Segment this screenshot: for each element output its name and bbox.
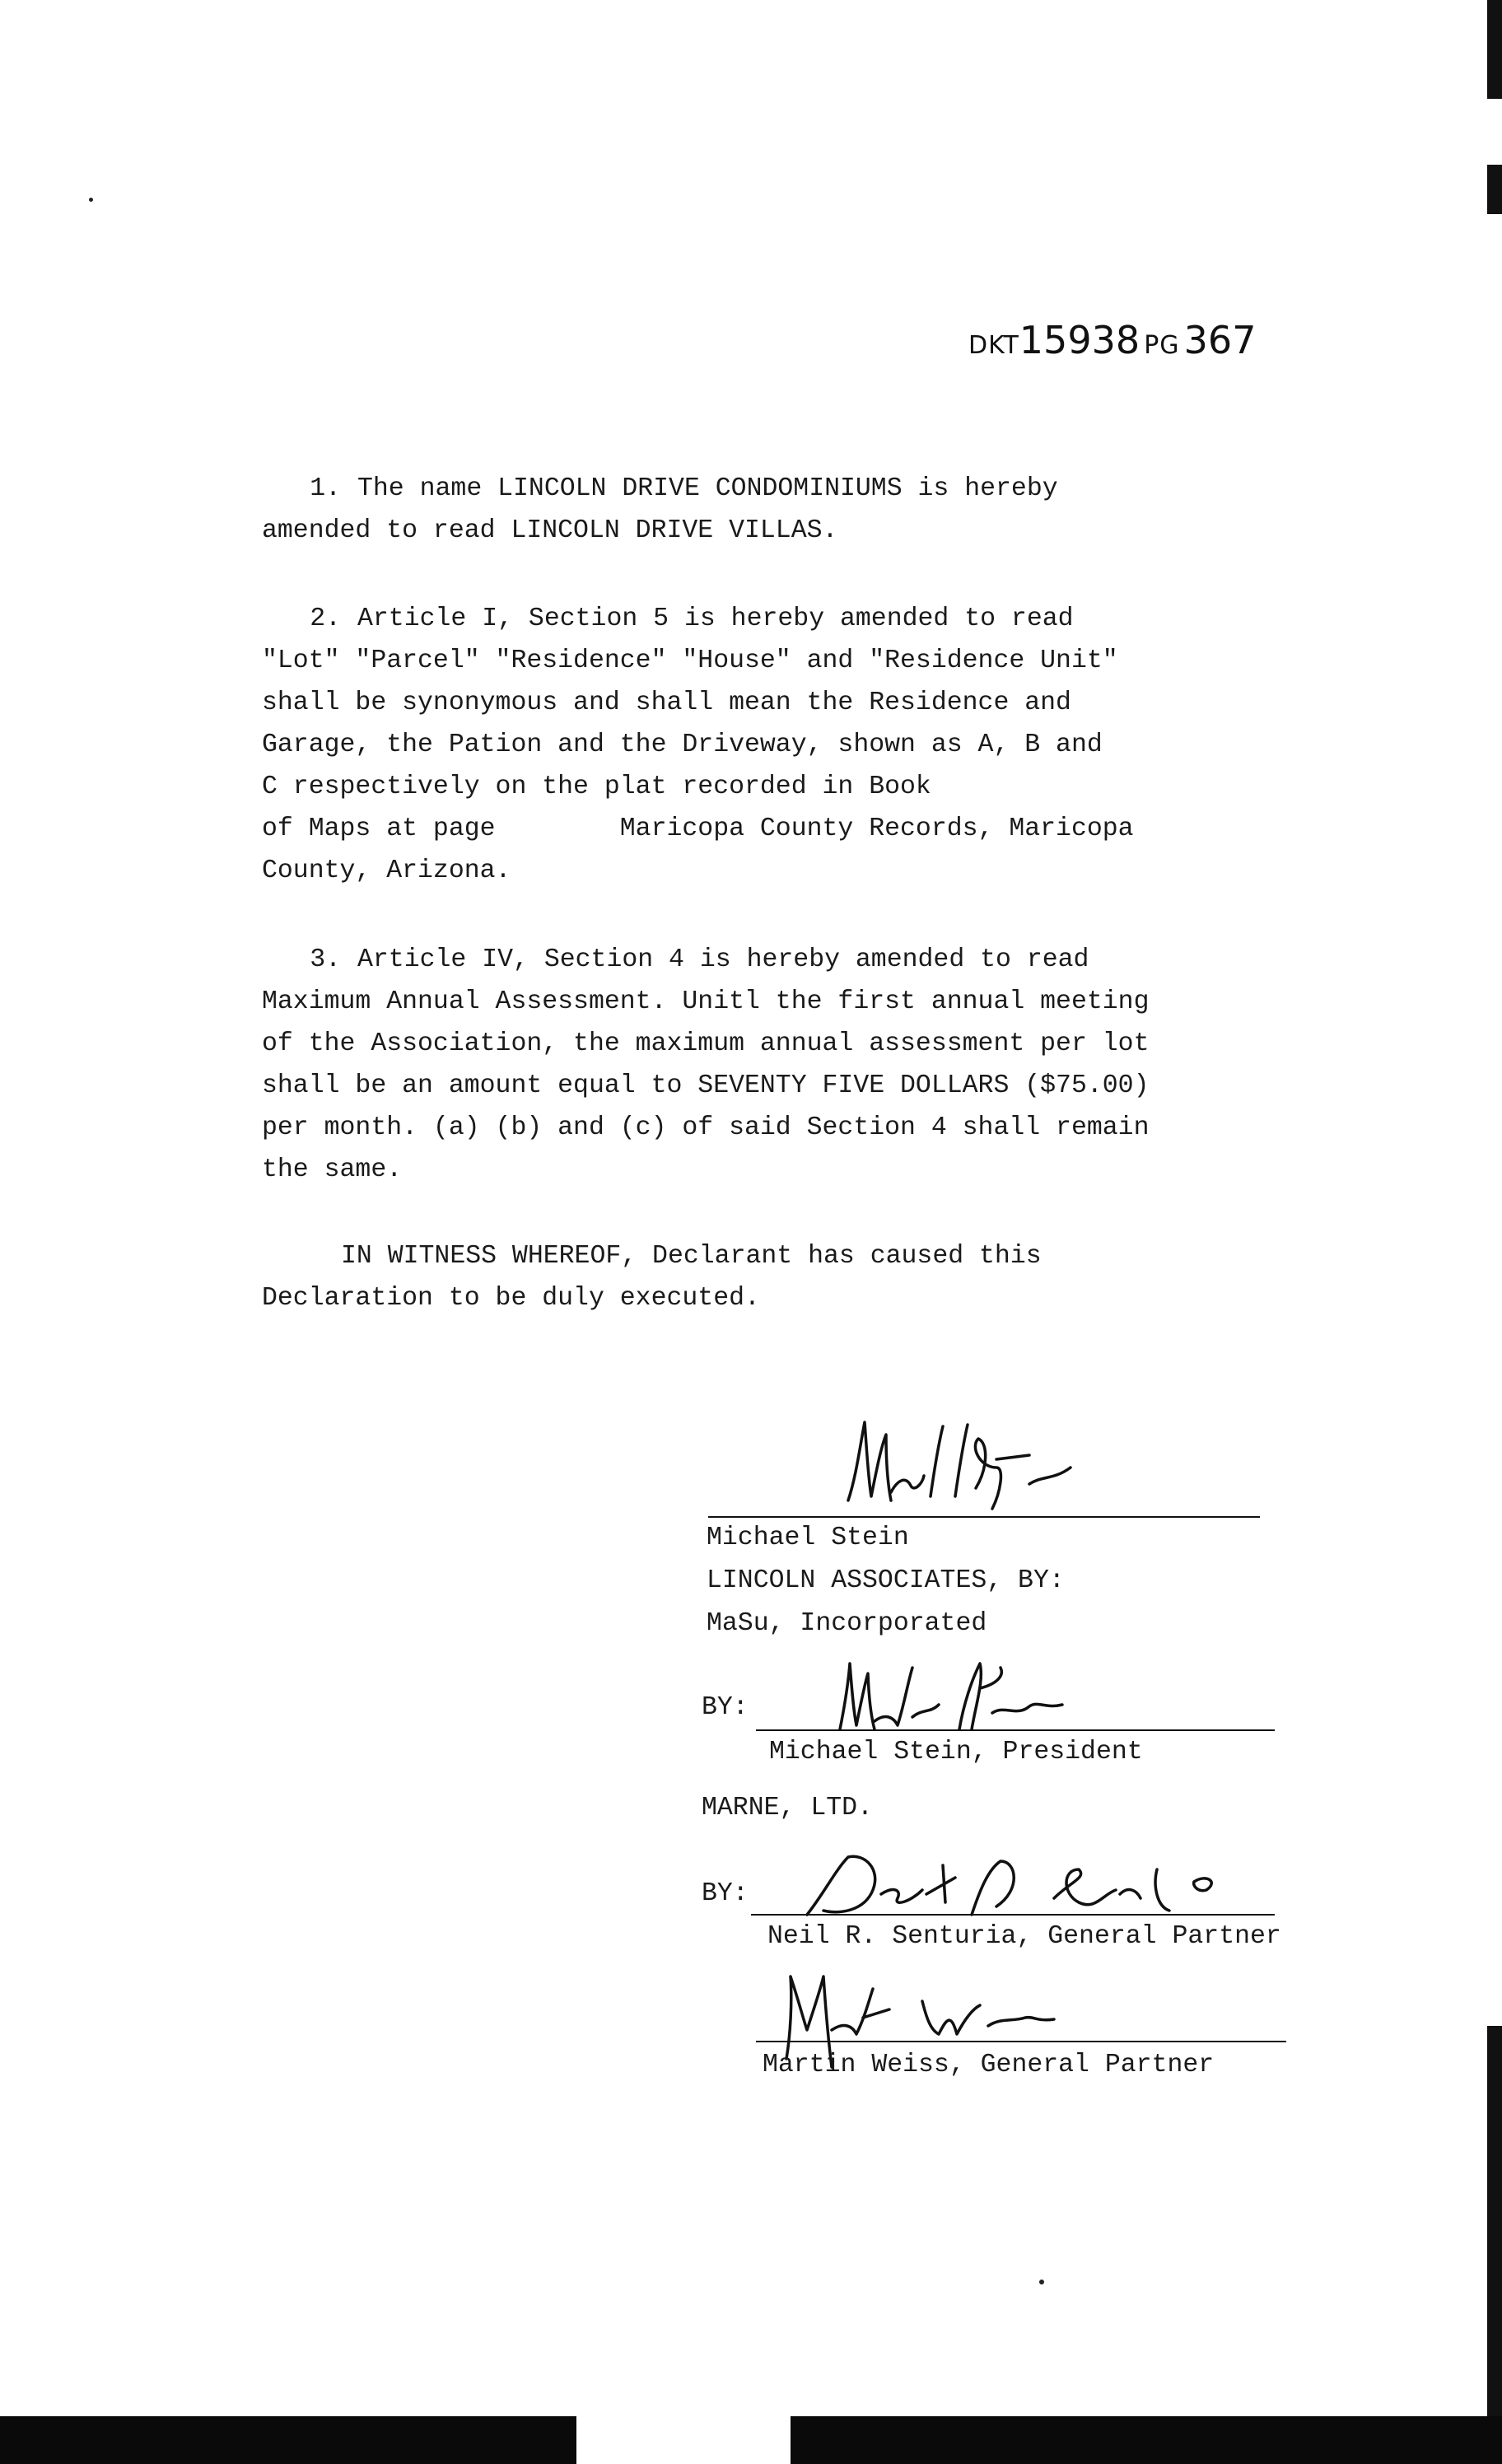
scan-edge-gap xyxy=(1487,214,1502,2026)
signer-name: Michael Stein, President xyxy=(769,1738,1143,1766)
amendment-line: of Maps at page Maricopa County Records, Maricopa xyxy=(262,814,1134,843)
witness-line: IN WITNESS WHEREOF, Declarant has caused this xyxy=(341,1242,1042,1271)
amendment-line: County, Arizona. xyxy=(262,856,511,885)
signer-name: Martin Weiss, General Partner xyxy=(763,2051,1215,2079)
scan-speck xyxy=(89,198,93,202)
scan-edge-gap xyxy=(576,2416,791,2464)
amendment-line: amended to read LINCOLN DRIVE VILLAS. xyxy=(262,516,838,545)
amendment-line: shall be synonymous and shall mean the Residence and xyxy=(262,688,1071,717)
entity-name: MARNE, LTD. xyxy=(702,1794,873,1822)
amendment-line: shall be an amount equal to SEVENTY FIVE DOLLARS ($75.00) xyxy=(262,1071,1150,1100)
signer-name: Michael Stein xyxy=(707,1524,909,1552)
by-label: BY: xyxy=(702,1693,749,1722)
amendment-line: the same. xyxy=(262,1155,403,1184)
signature-line xyxy=(708,1516,1260,1518)
amendment-line: C respectively on the plat recorded in Book xyxy=(262,772,931,801)
amendment-line: Maximum Annual Assessment. Unitl the first annual meeting xyxy=(262,987,1150,1016)
amendment-number: 3. xyxy=(310,945,341,974)
amendment-1 xyxy=(262,468,1291,552)
signature-line xyxy=(756,2041,1286,2042)
amendment-line: The name LINCOLN DRIVE CONDOMINIUMS is hereby xyxy=(357,474,1058,503)
amendment-line: Article IV, Section 4 is hereby amended to read xyxy=(357,945,1089,974)
amendment-number: 2. xyxy=(310,604,341,633)
amendment-3 xyxy=(262,939,1291,1191)
amendment-line: per month. (a) (b) and (c) of said Section 4 shall remain xyxy=(262,1113,1150,1142)
by-label: BY: xyxy=(702,1879,749,1908)
scan-speck xyxy=(1039,2280,1044,2284)
recording-stamp xyxy=(968,318,1256,362)
page-prefix: PG xyxy=(1144,331,1180,360)
amendment-line: "Lot" "Parcel" "Residence" "House" and "Residence Unit" xyxy=(262,646,1118,675)
amendment-line: Article I, Section 5 is hereby amended to read xyxy=(357,604,1074,633)
signer-name: Neil R. Senturia, General Partner xyxy=(767,1922,1281,1951)
witness-clause xyxy=(262,1235,1291,1319)
signature-michael-stein-president xyxy=(815,1647,1095,1738)
page-number: 367 xyxy=(1183,318,1257,362)
stamp-prefix: DKT xyxy=(968,331,1019,360)
entity-name: LINCOLN ASSOCIATES, BY: xyxy=(707,1566,1065,1595)
signature-michael-stein xyxy=(832,1410,1112,1517)
docket-number: 15938 xyxy=(1019,318,1140,362)
amendment-line: Garage, the Pation and the Driveway, shown as A, B and xyxy=(262,730,1103,759)
entity-member: MaSu, Incorporated xyxy=(707,1609,987,1638)
signature-line xyxy=(751,1914,1275,1916)
amendment-2 xyxy=(262,598,1291,892)
scan-edge-gap xyxy=(1487,99,1502,165)
amendment-number: 1. xyxy=(310,474,341,503)
amendment-line: of the Association, the maximum annual assessment per lot xyxy=(262,1029,1150,1058)
witness-line: Declaration to be duly executed. xyxy=(262,1284,760,1313)
signature-line xyxy=(756,1729,1275,1731)
